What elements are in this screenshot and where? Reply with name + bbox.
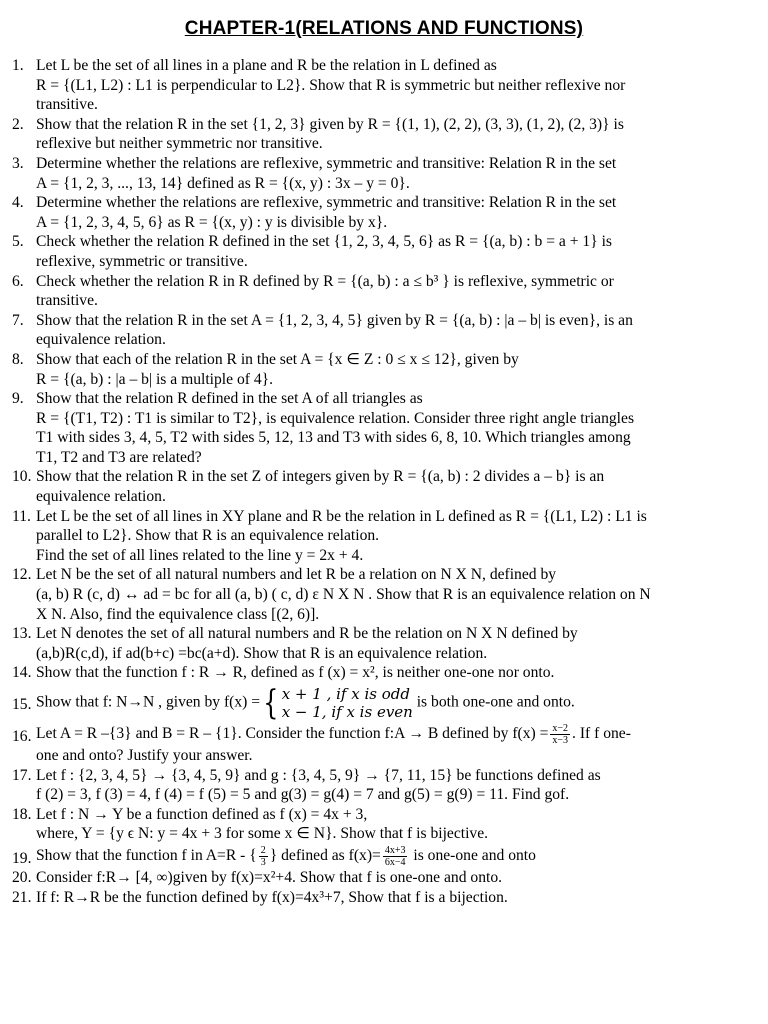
question-line: T1, T2 and T3 are related? [36, 448, 202, 466]
question-21 [12, 888, 754, 908]
question-text: Show that the function f in A=R - { [36, 847, 257, 865]
question-line [36, 723, 754, 746]
question-number: 18. [12, 805, 32, 823]
question-4 [12, 193, 754, 232]
question-line: Let N be the set of all natural numbers and let R be a relation on N X N, defined by [36, 566, 557, 584]
question-16 [12, 723, 754, 766]
question-line: R = {(T1, T2) : T1 is similar to T2}, is equivalence relation. Consider three right angle triangles [36, 409, 635, 427]
question-line: (a,b)R(c,d), if ad(b+c) =bc(a+d). Show that R is an equivalence relation. [36, 644, 488, 662]
question-8 [12, 350, 754, 389]
question-number: 20. [12, 868, 32, 886]
question-line: transitive. [36, 96, 98, 114]
question-line: Let f : {2, 3, 4, 5} → {3, 4, 5, 9} and g : {3, 4, 5, 9} → {7, 11, 15} be functions defined as [36, 766, 601, 784]
question-line: A = {1, 2, 3, ..., 13, 14} defined as R = {(x, y) : 3x – y = 0}. [36, 174, 410, 192]
question-line: Find the set of all lines related to the line y = 2x + 4. [36, 546, 364, 564]
question-line [36, 845, 754, 868]
fraction-numerator: 4x+3 [384, 844, 406, 856]
fraction-denominator: x−3 [552, 735, 569, 746]
question-line: reflexive but neither symmetric nor transitive. [36, 135, 323, 153]
case-odd: x + 1 , if x is odd [281, 685, 410, 703]
question-line: f (2) = 3, f (3) = 4, f (4) = f (5) = 5 and g(3) = g(4) = 7 and g(5) = g(9) = 11. Find gof. [36, 786, 570, 804]
question-line: Check whether the relation R in R defined by R = {(a, b) : a ≤ b³ } is reflexive, symmetric or [36, 272, 614, 290]
question-9 [12, 389, 754, 467]
question-number: 9. [12, 390, 24, 408]
question-line: Let L be the set of all lines in XY plane and R be the relation in L defined as R = {(L1, L2) : L1 is [36, 507, 647, 525]
question-line: Let f : N → Y be a function defined as f (x) = 4x + 3, [36, 805, 368, 823]
question-number: 11. [12, 507, 31, 525]
question-line: reflexive, symmetric or transitive. [36, 252, 248, 270]
page-title: CHAPTER-1(RELATIONS AND FUNCTIONS) [184, 18, 584, 39]
question-1 [12, 56, 754, 115]
question-line: Let N denotes the set of all natural numbers and R be the relation on N X N defined by [36, 625, 578, 643]
brace-symbol: { [263, 683, 279, 723]
question-text: is one-one and onto [409, 847, 536, 865]
question-line: X N. Also, find the equivalence class [(2, 6)]. [36, 605, 320, 623]
case-even: x − 1, if x is even [281, 703, 413, 721]
question-11 [12, 507, 754, 566]
question-line: one and onto? Justify your answer. [36, 747, 253, 764]
question-15 [12, 685, 754, 721]
question-line: A = {1, 2, 3, 4, 5, 6} as R = {(x, y) : y is divisible by x}. [36, 213, 388, 231]
question-line: T1 with sides 3, 4, 5, T2 with sides 5, 12, 13 and T3 with sides 6, 8, 10. Which triangles among [36, 429, 631, 447]
question-text: } defined as f(x)= [269, 847, 381, 865]
question-line: Show that each of the relation R in the set A = {x ∈ Z : 0 ≤ x ≤ 12}, given by [36, 350, 519, 368]
question-2 [12, 115, 754, 154]
question-number: 15. [12, 696, 32, 713]
question-line: Show that the relation R in the set A = {1, 2, 3, 4, 5} given by R = {(a, b) : |a – b| is even}, is an [36, 311, 633, 329]
fraction [259, 845, 268, 868]
question-10 [12, 467, 754, 506]
question-19 [12, 845, 754, 868]
question-text: Show that f: N→N , given by f(x) = [36, 693, 261, 711]
question-line: Show that the relation R in the set {1, 2, 3} given by R = {(1, 1), (2, 2), (3, 3), (1, 2), (2, 3)} is [36, 115, 624, 133]
question-7 [12, 311, 754, 350]
question-line: Show that the function f : R → R, defined as f (x) = x², is neither one-one nor onto. [36, 664, 555, 682]
question-number: 19. [12, 849, 32, 867]
question-line: If f: R→R be the function defined by f(x)=4x³+7, Show that f is a bijection. [36, 888, 508, 906]
question-14 [12, 663, 754, 683]
question-12 [12, 565, 754, 624]
fraction [383, 845, 408, 868]
question-3 [12, 154, 754, 193]
question-number: 4. [12, 194, 24, 212]
question-list [12, 56, 754, 907]
question-text: Let A = R –{3} and B = R – {1}. Consider the function f:A → B defined by f(x) = [36, 725, 549, 743]
question-17 [12, 766, 754, 805]
question-line: Show that the relation R defined in the set A of all triangles as [36, 390, 423, 408]
fraction-denominator: 3 [260, 856, 266, 868]
fraction [550, 723, 570, 746]
question-number: 8. [12, 350, 24, 368]
question-5 [12, 232, 754, 271]
question-line: R = {(L1, L2) : L1 is perpendicular to L2}. Show that R is symmetric but neither reflexive nor [36, 76, 626, 94]
question-line: where, Y = {y ϵ N: y = 4x + 3 for some x ∈ N}. Show that f is bijective. [36, 825, 489, 843]
question-18 [12, 805, 754, 844]
fraction-numerator: x−2 [552, 723, 569, 734]
question-6 [12, 272, 754, 311]
fraction-denominator: 6x−4 [384, 856, 406, 868]
question-line: Determine whether the relations are reflexive, symmetric and transitive: Relation R in the set [36, 194, 617, 212]
question-number: 6. [12, 272, 24, 290]
question-line: parallel to L2}. Show that R is an equivalence relation. [36, 527, 380, 545]
question-line: Determine whether the relations are reflexive, symmetric and transitive: Relation R in the set [36, 154, 617, 172]
question-line: transitive. [36, 292, 98, 310]
question-20 [12, 868, 754, 888]
question-number: 5. [12, 233, 24, 251]
question-text: is both one-one and onto. [412, 693, 575, 711]
question-number: 3. [12, 154, 24, 172]
question-line: equivalence relation. [36, 488, 166, 506]
question-13 [12, 624, 754, 663]
question-line: Let L be the set of all lines in a plane and R be the relation in L defined as [36, 57, 497, 74]
question-number: 14. [12, 664, 32, 682]
question-number: 12. [12, 566, 32, 584]
question-line: Consider f:R→ [4, ∞)given by f(x)=x²+4. Show that f is one-one and onto. [36, 868, 503, 886]
fraction-numerator: 2 [260, 844, 266, 856]
question-text: . If f one- [572, 725, 631, 743]
question-line: Check whether the relation R defined in the set {1, 2, 3, 4, 5, 6} as R = {(a, b) : b = a + 1} is [36, 233, 612, 251]
question-number: 16. [12, 728, 32, 745]
question-line: (a, b) R (c, d) ↔ ad = bc for all (a, b) ( c, d) ε N X N . Show that R is an equivalence relation on N [36, 586, 651, 604]
piecewise-definition [260, 685, 413, 721]
question-line: equivalence relation. [36, 331, 166, 349]
question-number: 7. [12, 311, 24, 329]
question-line: R = {(a, b) : |a – b| is a multiple of 4}. [36, 370, 274, 388]
question-number: 2. [12, 115, 24, 133]
piecewise-cases [282, 685, 413, 721]
question-line: Show that the relation R in the set Z of integers given by R = {(a, b) : 2 divides a – b} is an [36, 468, 605, 486]
question-number: 13. [12, 625, 32, 643]
question-number: 21. [12, 888, 32, 906]
question-number: 17. [12, 766, 32, 784]
question-line [36, 685, 754, 721]
question-number: 10. [12, 468, 32, 486]
question-number: 1. [12, 57, 24, 74]
